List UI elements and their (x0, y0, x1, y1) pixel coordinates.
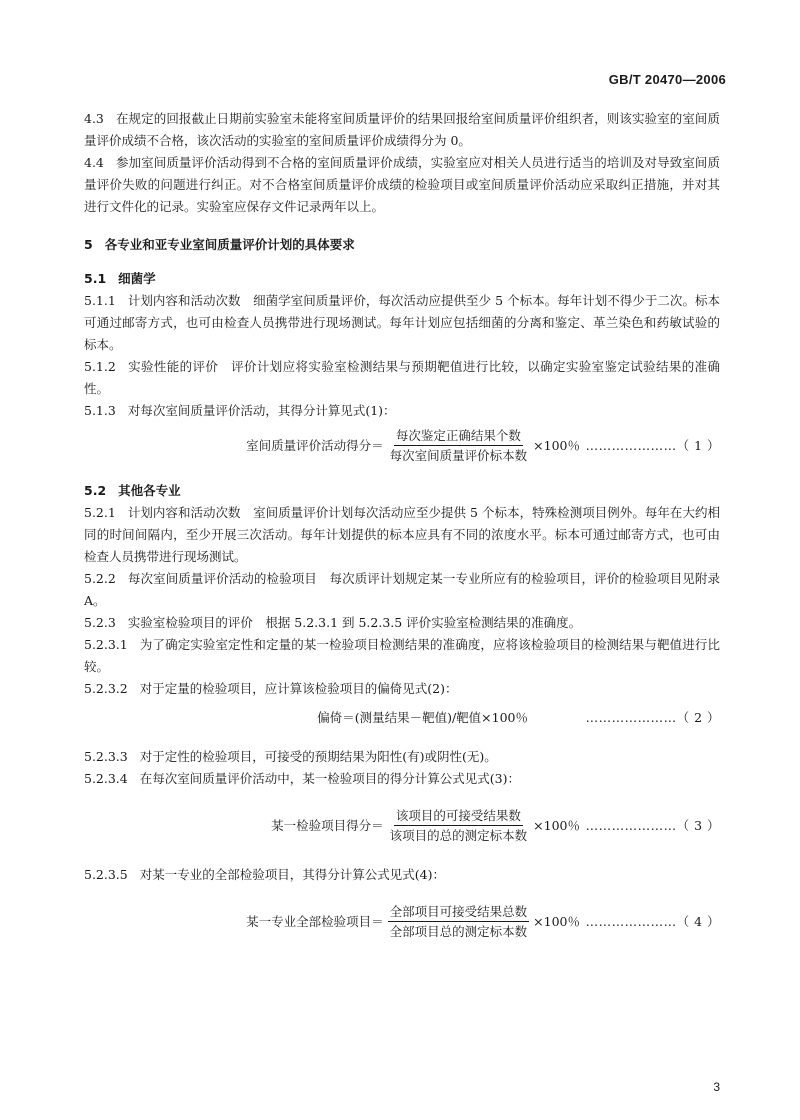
formula-lhs: 某一检验项目得分＝ (271, 818, 384, 833)
clause-number: 5.1.1 (84, 293, 116, 308)
section-title: 各专业和亚专业室间质量评价计划的具体要求 (104, 237, 355, 252)
clause-number: 5.2.3.1 (84, 637, 128, 652)
clause-text: 对某一专业的全部检验项目，其得分计算公式见式(4)： (139, 867, 445, 882)
document-body (84, 108, 720, 944)
clause-number: 5.2.3.4 (84, 771, 128, 786)
clause-number: 5.2.2 (84, 571, 116, 586)
formula-multiplier: ×100％ (533, 438, 580, 453)
section-5-1-heading (84, 268, 720, 290)
clause-text: 计划内容和活动次数 细菌学室间质量评价，每次活动应提供至少 5 个标本。每年计划不得少于二次。标本可通过邮寄方式，也可由检查人员携带进行现场测试。每年计划应包括细菌的分离和鉴定、革兰染色和药敏试验的标本。 (84, 293, 720, 352)
clause-number: 5.1.3 (84, 403, 116, 418)
clause-text: 在规定的回报截止日期前实验室未能将室间质量评价的结果回报给室间质量评价组织者，则该实验室的室间质量评价成绩不合格，该次活动的实验室的室间质量评价成绩得分为 0。 (84, 111, 720, 148)
clause-5-2-3-5 (84, 864, 720, 886)
clause-5-2-1 (84, 502, 720, 568)
clause-number: 4.3 (84, 111, 104, 126)
clause-text: 每次室间质量评价活动的检验项目 每次质评计划规定某一专业所应有的检验项目，评价的检验项目见附录 A。 (84, 571, 720, 608)
clause-5-2-3 (84, 612, 720, 634)
page-number: 3 (713, 1080, 720, 1094)
fraction-numerator: 全部项目可接受结果总数 (388, 903, 530, 922)
formula-multiplier: ×100％ (533, 818, 580, 833)
clause-text: 参加室间质量评价活动得到不合格的室间质量评价成绩，实验室应对相关人员进行适当的培训及对导致室间质量评价失败的问题进行纠正。对不合格室间质量评价成绩的检验项目或室间质量评价活动应采取纠正措施，并对其进行文件化的记录。实验室应保存文件记录两年以上。 (84, 155, 720, 214)
clause-number: 5.1.2 (84, 359, 116, 374)
clause-text: 实验室检验项目的评价 根据 5.2.3.1 到 5.2.3.5 评价实验室检测结果的准确度。 (127, 615, 582, 630)
clause-text: 为了确定实验室定性和定量的某一检验项目检测结果的准确度，应将该检验项目的检测结果与靶值进行比较。 (84, 637, 720, 674)
clause-number: 5.2.1 (84, 505, 116, 520)
fraction-denominator: 每次室间质量评价标本数 (389, 447, 528, 463)
standard-code: GB/T 20470—2006 (608, 72, 726, 87)
clause-5-2-3-2 (84, 678, 720, 700)
fraction (388, 807, 530, 844)
clause-number: 5.2.3.5 (84, 867, 128, 882)
clause-text: 对于定性的检验项目，可接受的预期结果为阳性(有)或阴性(无)。 (139, 749, 497, 764)
clause-5-2-3-4 (84, 768, 720, 790)
formula-1 (84, 422, 720, 468)
clause-text: 在每次室间质量评价活动中，某一检验项目的得分计算公式见式(3)： (139, 771, 520, 786)
section-title: 细菌学 (118, 271, 156, 286)
formula-tag: …………………（ 4 ） (585, 914, 720, 929)
formula-2 (84, 700, 720, 734)
clause-number: 4.4 (84, 155, 104, 170)
clause-5-1-2 (84, 356, 720, 400)
formula-multiplier: ×100％ (533, 914, 580, 929)
formula-tag: …………………（ 1 ） (585, 438, 720, 453)
clause-number: 5.2.3 (84, 615, 116, 630)
fraction-numerator: 该项目的可接受结果数 (394, 807, 523, 826)
clause-4-3 (84, 108, 720, 152)
formula-tag: …………………（ 2 ） (585, 710, 720, 725)
clause-5-1-1 (84, 290, 720, 356)
formula-lhs: 某一专业全部检验项目＝ (246, 914, 384, 929)
clause-number: 5.2.3.2 (84, 681, 128, 696)
clause-text: 对于定量的检验项目，应计算该检验项目的偏倚见式(2)： (139, 681, 458, 696)
clause-5-2-2 (84, 568, 720, 612)
clause-text: 计划内容和活动次数 室间质量评价计划每次活动应至少提供 5 个标本，特殊检测项目例外。每年在大约相同的时间间隔内，至少开展三次活动。每年计划提供的标本应具有不同的浓度水平。标本可通过邮寄方式，也可由检查人员携带进行现场测试。 (84, 505, 720, 564)
fraction-numerator: 每次鉴定正确结果个数 (394, 427, 523, 446)
fraction-denominator: 全部项目总的测定标本数 (389, 923, 528, 939)
section-5-heading (84, 234, 720, 256)
section-number: 5 (84, 237, 93, 252)
section-title: 其他各专业 (118, 483, 181, 498)
section-number: 5.1 (84, 271, 107, 286)
fraction-denominator: 该项目的总的测定标本数 (389, 827, 528, 843)
clause-4-4 (84, 152, 720, 218)
section-5-2-heading (84, 480, 720, 502)
fraction (388, 903, 530, 940)
clause-text: 实验性能的评价 评价计划应将实验室检测结果与预期靶值进行比较，以确定实验室鉴定试验结果的准确性。 (84, 359, 720, 396)
clause-text: 对每次室间质量评价活动，其得分计算见式(1)： (127, 403, 396, 418)
formula-lhs: 室间质量评价活动得分＝ (246, 438, 384, 453)
formula-expression: 偏倚＝(测量结果－靶值)/靶值×100％ (317, 710, 528, 725)
clause-number: 5.2.3.3 (84, 749, 128, 764)
formula-3 (84, 802, 720, 848)
fraction (388, 427, 530, 464)
formula-4 (84, 898, 720, 944)
clause-5-2-3-3 (84, 746, 720, 768)
clause-5-2-3-1 (84, 634, 720, 678)
section-number: 5.2 (84, 483, 107, 498)
clause-5-1-3 (84, 400, 720, 422)
formula-tag: …………………（ 3 ） (585, 818, 720, 833)
